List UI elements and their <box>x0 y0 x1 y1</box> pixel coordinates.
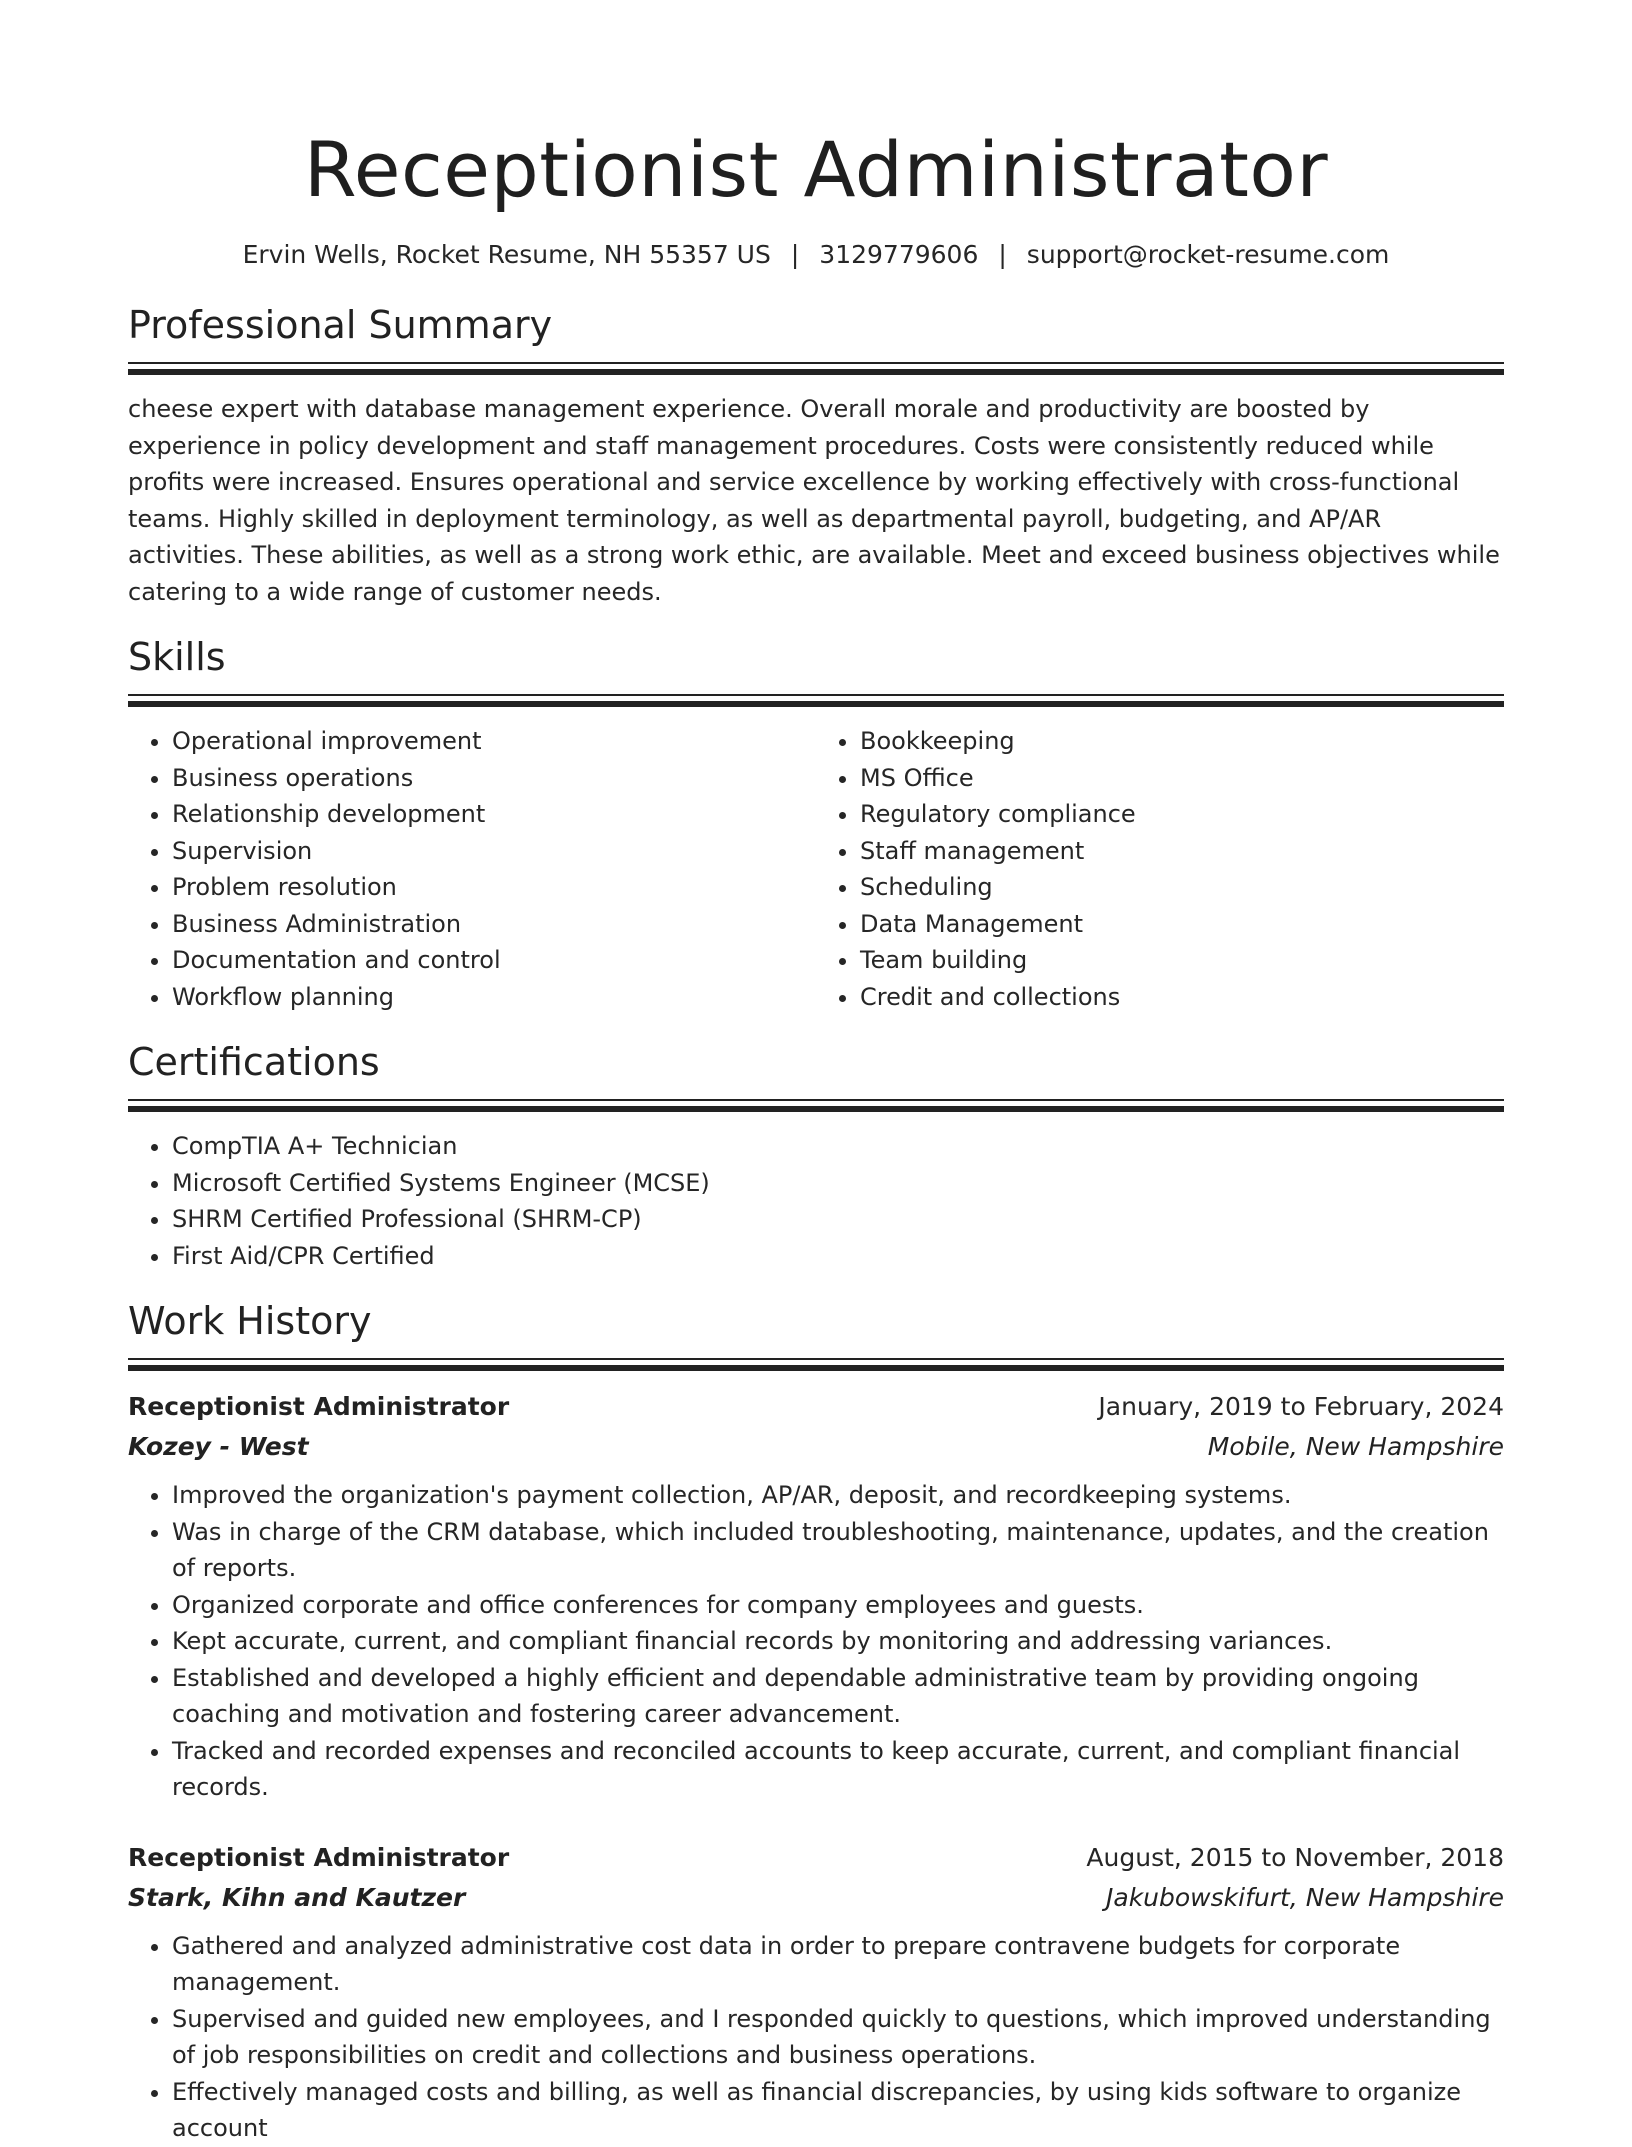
job-duty-item: • Organized corporate and office conferences for company employees and guests. <box>172 1587 1504 1624</box>
skill-item: • Team building <box>860 942 1504 979</box>
resume-page <box>128 0 1504 2147</box>
section-title-summary: Professional Summary <box>128 303 553 347</box>
job-entry <box>128 1838 1504 2147</box>
summary-text: cheese expert with database management experience. Overall morale and productivity are boosted by experience in policy development and staff management procedures. Costs were consistently reduced while profits were increased. Ensures operational and service excellence by working effectively with cross-functional teams. Highly skilled in deployment terminology, as well as departmental payroll, budgeting, and AP/AR activities. These abilities, as well as a strong work ethic, are available. Meet and exceed business objectives while catering to a wide range of customer needs. <box>128 395 1500 606</box>
skill-item: • MS Office <box>860 760 1504 797</box>
job-entry <box>128 1387 1504 1806</box>
work-history-section <box>128 1296 1504 2147</box>
certifications-list <box>128 1128 1504 1274</box>
section-divider <box>128 1358 1504 1371</box>
skill-item: • Operational improvement <box>172 723 816 760</box>
contact-line <box>128 238 1504 272</box>
job-duty-item: • Tracked and recorded expenses and reconciled accounts to keep accurate, current, and compliant financial records. <box>172 1733 1504 1806</box>
skills-section <box>128 632 1504 1015</box>
skill-item: • Supervision <box>172 833 816 870</box>
job-title: Receptionist Administrator <box>128 1392 510 1421</box>
contact-separator: | <box>790 240 800 269</box>
job-duty-item: • Kept accurate, current, and compliant financial records by monitoring and addressing variances. <box>172 1623 1504 1660</box>
contact-email: support@rocket-resume.com <box>1026 240 1390 269</box>
contact-phone: 3129779606 <box>819 240 979 269</box>
contact-separator: | <box>998 240 1007 269</box>
skill-item: • Data Management <box>860 906 1504 943</box>
job-duty-item: • Gathered and analyzed administrative cost data in order to prepare contravene budgets for corporate management. <box>172 1928 1504 2001</box>
skill-item: • Business Administration <box>172 906 816 943</box>
job-header-row <box>128 1387 1504 1427</box>
section-title-certifications: Certifications <box>128 1040 380 1084</box>
certification-item: • SHRM Certified Professional (SHRM-CP) <box>172 1201 1504 1238</box>
skills-list-left <box>128 723 816 1015</box>
job-location: Mobile, New Hampshire <box>1207 1432 1504 1461</box>
skill-item: • Staff management <box>860 833 1504 870</box>
skill-item: • Business operations <box>172 760 816 797</box>
job-dates: August, 2015 to November, 2018 <box>1086 1842 1504 1872</box>
skill-item: • Bookkeeping <box>860 723 1504 760</box>
job-dates: January, 2019 to February, 2024 <box>1098 1392 1504 1421</box>
skill-item: • Documentation and control <box>172 942 816 979</box>
certification-item: • First Aid/CPR Certified <box>172 1238 1504 1275</box>
section-divider <box>128 362 1504 375</box>
job-duty-item: • Supervised and guided new employees, and I responded quickly to questions, which improved understanding of job responsibilities on credit and collections and business operations. <box>172 2001 1504 2074</box>
skill-item: • Problem resolution <box>172 869 816 906</box>
job-duty-item: • Effectively managed costs and billing, as well as financial discrepancies, by using kids software to organize account <box>172 2074 1504 2147</box>
job-duty-item: • Established and developed a highly efficient and dependable administrative team by providing ongoing coaching and motivation and fostering career advancement. <box>172 1660 1504 1733</box>
job-duty-item: • Improved the organization's payment collection, AP/AR, deposit, and recordkeeping systems. <box>172 1477 1504 1514</box>
job-subheader-row <box>128 1878 1504 1918</box>
job-header-row <box>128 1838 1504 1878</box>
skill-item: • Credit and collections <box>860 979 1504 1016</box>
job-location: Jakubowskifurt, New Hampshire <box>1106 1882 1504 1912</box>
resume-name: Receptionist Administrator <box>303 125 1329 214</box>
skills-list-right <box>816 723 1504 1015</box>
skill-item: • Workflow planning <box>172 979 816 1016</box>
contact-address: Ervin Wells, Rocket Resume, NH 55357 US <box>242 240 771 269</box>
section-title-work-history: Work History <box>128 1299 372 1343</box>
section-title-skills: Skills <box>128 635 226 679</box>
skill-item: • Scheduling <box>860 869 1504 906</box>
skill-item: • Relationship development <box>172 796 816 833</box>
section-divider <box>128 1099 1504 1112</box>
certification-item: • Microsoft Certified Systems Engineer (MCSE) <box>172 1165 1504 1202</box>
skills-columns <box>128 707 1504 1015</box>
job-duties-list <box>128 1928 1504 2147</box>
certification-item: • CompTIA A+ Technician <box>172 1128 1504 1165</box>
job-company: Kozey - West <box>128 1432 309 1461</box>
job-company: Stark, Kihn and Kautzer <box>128 1882 466 1912</box>
summary-section <box>128 300 1504 610</box>
job-duty-item: • Was in charge of the CRM database, which included troubleshooting, maintenance, updates, and the creation of reports. <box>172 1514 1504 1587</box>
certifications-section <box>128 1037 1504 1274</box>
skill-item: • Regulatory compliance <box>860 796 1504 833</box>
job-title: Receptionist Administrator <box>128 1842 510 1872</box>
section-divider <box>128 694 1504 707</box>
job-duties-list <box>128 1477 1504 1806</box>
job-subheader-row <box>128 1427 1504 1467</box>
